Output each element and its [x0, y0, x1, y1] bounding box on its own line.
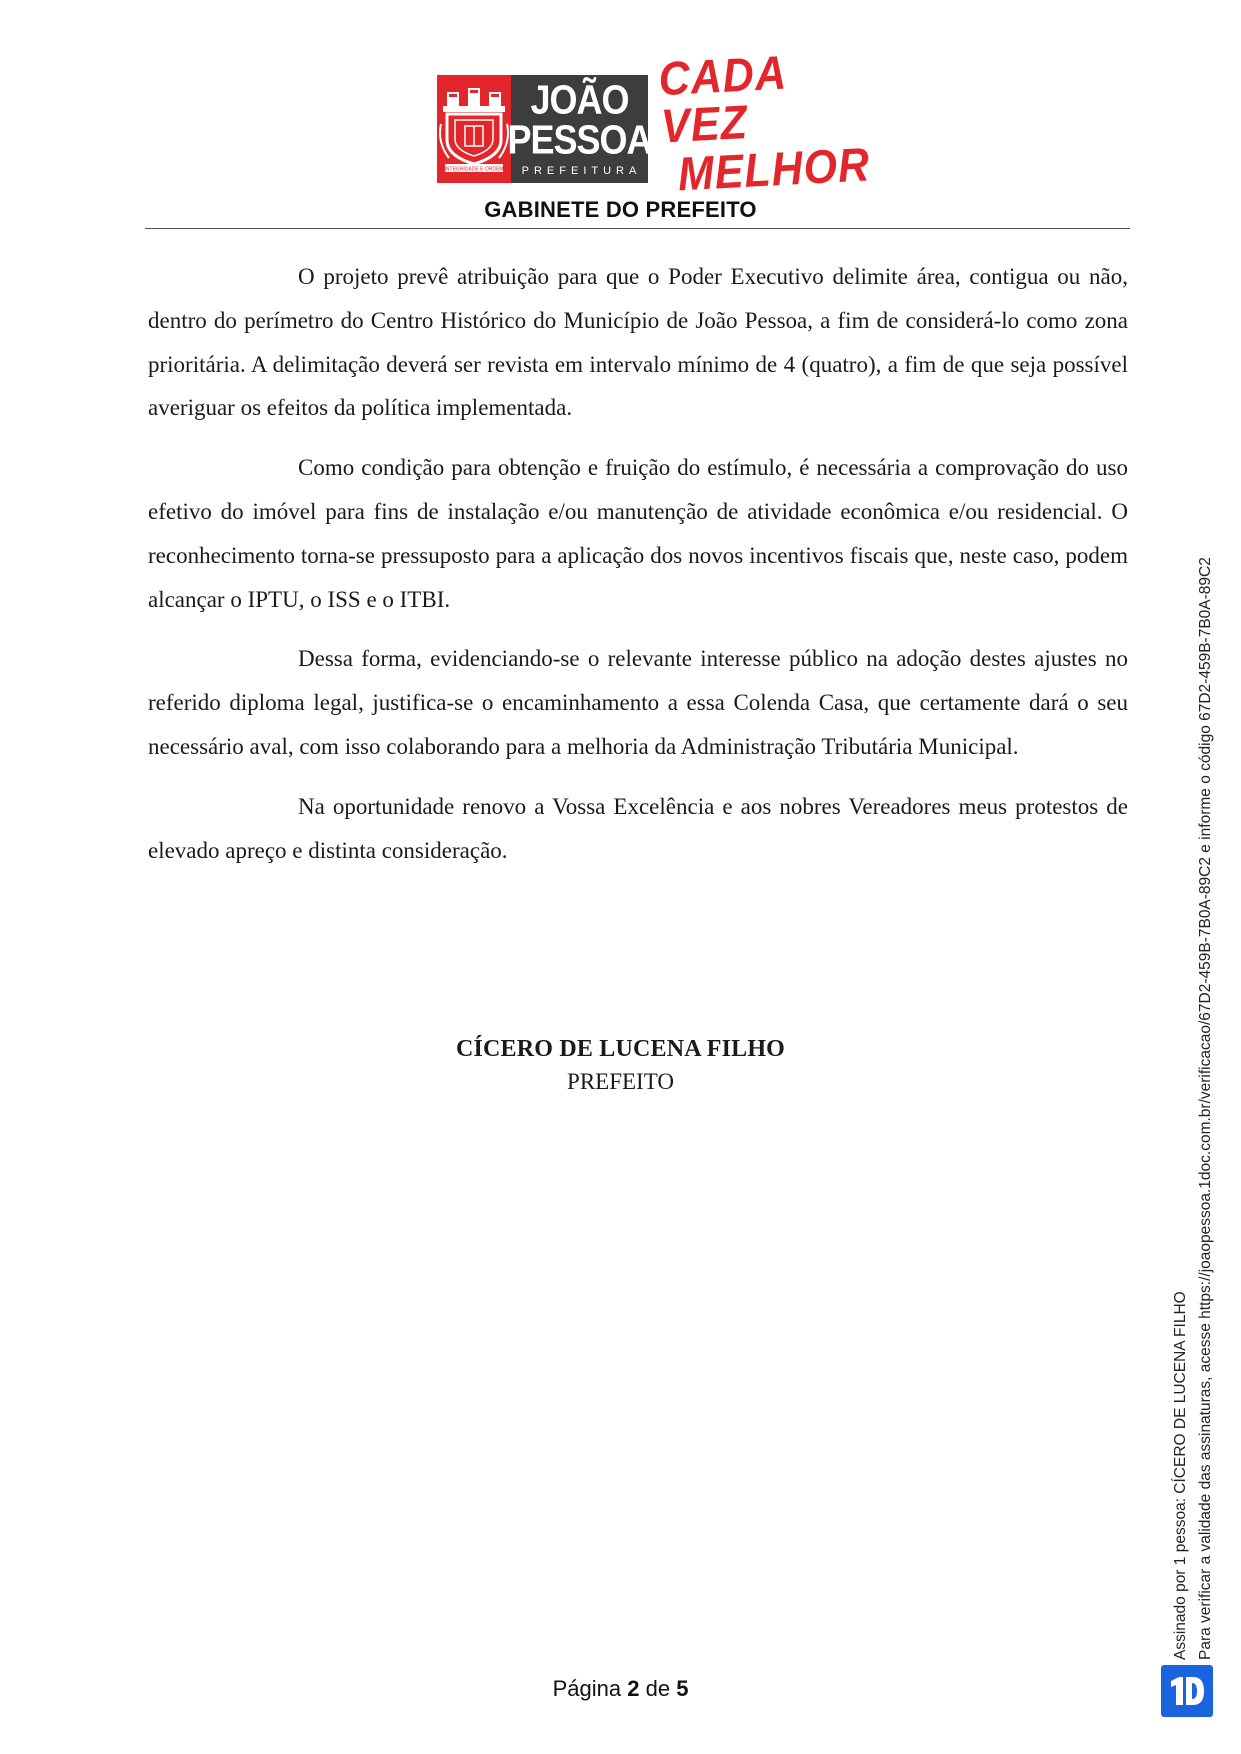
stamp-line-signed-by: Assinado por 1 pessoa: CÍCERO DE LUCENA FILHO: [1172, 1291, 1189, 1660]
page-total: 5: [676, 1676, 689, 1701]
office-title: GABINETE DO PREFEITO: [484, 197, 757, 222]
logo-city-name: [507, 75, 652, 183]
signature-block: [0, 1032, 1241, 1098]
prefeitura-logo: [437, 46, 872, 201]
logo-name-line3: PREFEITURA: [521, 164, 642, 177]
document-body: [148, 255, 1128, 888]
1doc-logo-icon: [1161, 1665, 1213, 1717]
header-divider: [145, 228, 1130, 229]
paragraph: Na oportunidade renovo a Vossa Excelência e aos nobres Vereadores meus protestos de elevado apreço e distinta consideração.: [148, 793, 1128, 863]
paragraph: Dessa forma, evidenciando-se o relevante interesse público na adoção destes ajustes no referido diploma legal, justifica-se o encaminhamento a essa Colenda Casa, que certamente dará o seu necessário aval, com isso colaborando para a melhoria da Administração Tributária Municipal.: [148, 646, 1128, 759]
paragraph: Como condição para obtenção e fruição do estímulo, é necessária a comprovação do uso efetivo do imóvel para fins de instalação e/ou manutenção de atividade econômica e/ou residencial. O reconhecimento torna-se pressuposto para a aplicação dos novos incentivos fiscais que, neste caso, podem alcançar o IPTU, o ISS e o ITBI.: [148, 455, 1128, 612]
signature-verification-stamp: [1168, 557, 1218, 1660]
page-number: [0, 1676, 1241, 1702]
slogan-line2: MELHOR: [676, 138, 872, 201]
logo-slogan: [648, 46, 872, 201]
page-sep: de: [645, 1676, 671, 1701]
city-crest-icon: [437, 75, 511, 183]
page-current: 2: [627, 1676, 640, 1701]
page-label: Página: [552, 1676, 622, 1701]
signer-role: PREFEITO: [567, 1069, 674, 1094]
slogan-line1: CADA VEZ: [657, 46, 787, 153]
logo-name-line2: PESSOA: [507, 115, 652, 162]
signer-name: CÍCERO DE LUCENA FILHO: [455, 1036, 786, 1062]
paragraph: O projeto prevê atribuição para que o Poder Executivo delimite área, contigua ou não, dentro do perímetro do Centro Histórico do Município de João Pessoa, a fim de considerá-lo como zona prioritária. A delimitação deverá ser revista em intervalo mínimo de 4 (quatro), a fim de que seja possível averiguar os efeitos da política implementada.: [148, 264, 1128, 421]
logo-name-line1: JOÃO: [530, 75, 629, 122]
crest-ribbon-text: INTEGRIDADE E ORDEM: [444, 166, 504, 173]
stamp-line-verification[interactable]: Para verificar a validade das assinaturas, acesse https://joaopessoa.1doc.com.br/verificacao/67D2-459B-7B0A-89C2 e informe o código 67D2-459B-7B0A-89C2: [1197, 557, 1214, 1660]
